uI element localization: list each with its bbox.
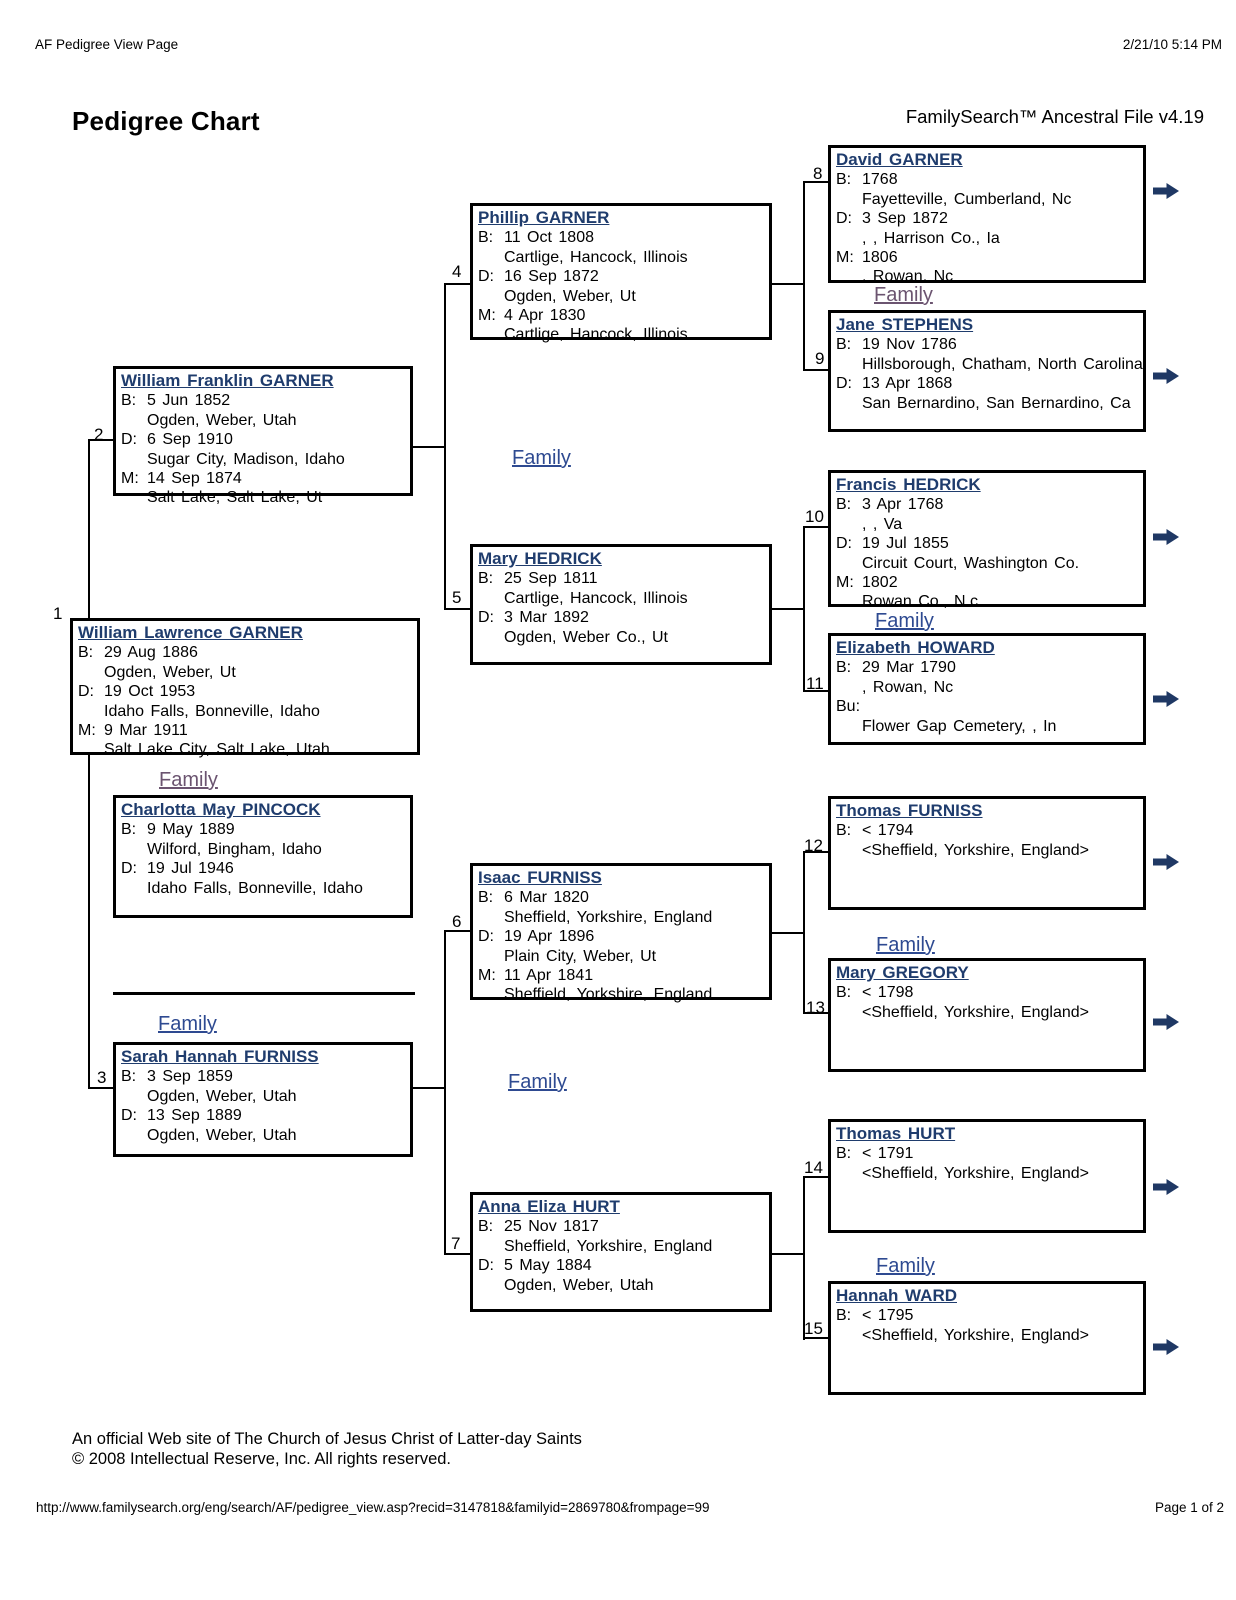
person-detail-line: D: 5 May 1884 xyxy=(478,1257,592,1275)
person-detail-line: M: 11 Apr 1841 xyxy=(478,967,594,985)
detail-label: D: xyxy=(478,928,494,946)
connector-line xyxy=(444,283,472,285)
person-detail-line: D: 19 Jul 1855 xyxy=(836,535,949,553)
site-notice xyxy=(72,1430,582,1469)
person-detail-line: D: 6 Sep 1910 xyxy=(121,431,233,449)
person-name-link-p7[interactable]: Anna Eliza HURT xyxy=(478,1197,620,1216)
person-detail-line: San Bernardino, San Bernardino, Ca xyxy=(862,394,1131,412)
person-box-7 xyxy=(470,1192,772,1312)
print-footer-url: http://www.familysearch.org/eng/search/AF/pedigree_view.asp?recid=3147818&familyid=2869780&frompage=99 xyxy=(36,1500,710,1515)
person-box-13 xyxy=(828,958,1146,1072)
person-detail-line: <Sheffield, Yorkshire, England> xyxy=(862,1326,1089,1344)
person-detail-line: Cartlige, Hancock, Illinois xyxy=(504,326,688,344)
detail-label: D: xyxy=(836,535,852,553)
person-box-9 xyxy=(828,310,1146,432)
person-number-4: 4 xyxy=(452,262,462,281)
person-detail-line: <Sheffield, Yorkshire, England> xyxy=(862,1164,1089,1182)
detail-label: B: xyxy=(121,392,137,410)
detail-label: D: xyxy=(478,1257,494,1275)
person-detail-line: Flower Gap Cemetery, , In xyxy=(862,717,1057,735)
person-name-link-p2[interactable]: William Franklin GARNER xyxy=(121,371,334,390)
detail-label: B: xyxy=(836,171,852,189)
person-detail-line: Cartlige, Hancock, Illinois xyxy=(504,589,688,607)
detail-label: M: xyxy=(478,307,496,325)
person-detail-line: , , Va xyxy=(862,515,903,533)
person-detail-line: B: < 1798 xyxy=(836,984,914,1002)
person-detail-line: M: 9 Mar 1911 xyxy=(78,722,188,740)
person-number-2: 2 xyxy=(94,425,104,444)
person-box-11 xyxy=(828,633,1146,745)
person-detail-line: Idaho Falls, Bonneville, Idaho xyxy=(147,879,363,897)
person-detail-line: D: 13 Sep 1889 xyxy=(121,1107,242,1125)
person-box-12 xyxy=(828,796,1146,910)
detail-label: M: xyxy=(121,470,139,488)
detail-label: B: xyxy=(836,496,852,514)
person-number-11: 11 xyxy=(806,674,824,693)
product-name: FamilySearch™ Ancestral File v4.19 xyxy=(905,106,1204,127)
person-detail-line: D: 13 Apr 1868 xyxy=(836,375,953,393)
family-link-3[interactable]: Family xyxy=(158,1013,217,1035)
person-detail-line: B: 1768 xyxy=(836,171,898,189)
extend-pedigree-arrow-icon[interactable] xyxy=(1153,690,1180,708)
extend-pedigree-arrow-icon[interactable] xyxy=(1153,1338,1180,1356)
person-detail-line: Sheffield, Yorkshire, England xyxy=(504,908,713,926)
person-detail-line: M: 1802 xyxy=(836,574,898,592)
person-number-1: 1 xyxy=(53,604,63,623)
print-header-datetime: 2/21/10 5:14 PM xyxy=(1122,37,1222,52)
person-detail-line: Ogden, Weber Co., Ut xyxy=(504,628,668,646)
detail-label: D: xyxy=(121,1107,137,1125)
person-detail-line: D: 16 Sep 1872 xyxy=(478,268,599,286)
person-name-link-p5[interactable]: Mary HEDRICK xyxy=(478,549,602,568)
person-box-1 xyxy=(70,618,420,759)
person-box-5 xyxy=(470,544,772,665)
person-number-8: 8 xyxy=(813,164,823,183)
person-detail-line: Hillsborough, Chatham, North Carolina xyxy=(862,355,1143,373)
connector-line xyxy=(772,283,805,285)
person-name-link-p11[interactable]: Elizabeth HOWARD xyxy=(836,638,995,657)
person-detail-line: Ogden, Weber, Ut xyxy=(504,287,636,305)
person-detail-line: Sugar City, Madison, Idaho xyxy=(147,450,345,468)
person-box-8 xyxy=(828,145,1146,286)
person-detail-line: Ogden, Weber, Utah xyxy=(147,411,297,429)
person-detail-line: <Sheffield, Yorkshire, England> xyxy=(862,841,1089,859)
connector-line xyxy=(772,608,805,610)
person-detail-line: Circuit Court, Washington Co. xyxy=(862,554,1080,572)
page-title: Pedigree Chart xyxy=(72,106,260,136)
detail-label: B: xyxy=(836,822,852,840)
person-number-13: 13 xyxy=(806,998,825,1017)
person-detail-line: , , Harrison Co., Ia xyxy=(862,229,1000,247)
person-number-6: 6 xyxy=(452,912,462,931)
detail-label: B: xyxy=(478,1218,494,1236)
person-detail-line: Salt Lake City, Salt Lake, Utah xyxy=(104,741,330,759)
detail-label: B: xyxy=(836,1145,852,1163)
person-box-4 xyxy=(470,203,772,344)
family-link-10-11[interactable]: Family xyxy=(875,610,934,632)
person-name-link-p13[interactable]: Mary GREGORY xyxy=(836,963,969,982)
detail-label: B: xyxy=(478,889,494,907)
connector-line xyxy=(772,1253,805,1255)
detail-label: B: xyxy=(836,1307,852,1325)
connector-line xyxy=(444,608,472,610)
person-name-link-p1[interactable]: William Lawrence GARNER xyxy=(78,623,303,642)
person-detail-line: Ogden, Weber, Ut xyxy=(104,663,236,681)
detail-label: Bu: xyxy=(836,698,861,716)
connector-line xyxy=(88,753,90,1089)
site-notice-line1: An official Web site of The Church of Jesus Christ of Latter-day Saints xyxy=(72,1430,582,1448)
person-detail-line: Ogden, Weber, Utah xyxy=(504,1276,654,1294)
person-detail-line: , Rowan, Nc xyxy=(862,678,954,696)
print-header-title: AF Pedigree View Page xyxy=(35,37,179,52)
person-detail-line: D: 19 Jul 1946 xyxy=(121,860,234,878)
detail-label: D: xyxy=(78,683,94,701)
person-detail-line: M: 4 Apr 1830 xyxy=(478,307,586,325)
connector-line xyxy=(413,446,446,448)
person-detail-line: B: 29 Mar 1790 xyxy=(836,659,956,677)
detail-label: D: xyxy=(478,268,494,286)
person-number-3: 3 xyxy=(97,1068,107,1087)
person-detail-line: Ogden, Weber, Utah xyxy=(147,1126,297,1144)
person-name-link-p10[interactable]: Francis HEDRICK xyxy=(836,475,981,494)
family-link-12-13[interactable]: Family xyxy=(876,934,935,956)
detail-label: D: xyxy=(121,431,137,449)
detail-label: D: xyxy=(836,210,852,228)
family-link-1-spouse[interactable]: Family xyxy=(159,769,218,791)
person-detail-line: B: 3 Apr 1768 xyxy=(836,496,944,514)
extend-pedigree-arrow-icon[interactable] xyxy=(1153,853,1180,871)
person-number-12: 12 xyxy=(804,836,823,855)
family-link-4-5[interactable]: Family xyxy=(512,447,571,469)
detail-label: D: xyxy=(836,375,852,393)
family-link-6-7[interactable]: Family xyxy=(508,1071,567,1093)
person-detail-line xyxy=(836,697,1139,716)
person-box-3 xyxy=(113,1042,413,1157)
person-detail-line: M: 14 Sep 1874 xyxy=(121,470,242,488)
person-number-10: 10 xyxy=(805,507,824,526)
person-number-9: 9 xyxy=(815,349,825,368)
extend-pedigree-arrow-icon[interactable] xyxy=(1153,367,1180,385)
cell-divider-line xyxy=(113,992,415,995)
person-detail-line: Rowan Co., N.c. xyxy=(862,593,983,611)
detail-label: D: xyxy=(121,860,137,878)
person-detail-line: D: 3 Mar 1892 xyxy=(478,609,589,627)
person-detail-line: , Rowan, Nc xyxy=(862,268,954,286)
person-detail-line: B: < 1791 xyxy=(836,1145,914,1163)
person-detail-line: B: 25 Nov 1817 xyxy=(478,1218,599,1236)
person-name-link-p4[interactable]: Phillip GARNER xyxy=(478,208,610,227)
detail-label: B: xyxy=(478,229,494,247)
person-detail-line: Idaho Falls, Bonneville, Idaho xyxy=(104,702,320,720)
detail-label: M: xyxy=(478,967,496,985)
person-detail-line: <Sheffield, Yorkshire, England> xyxy=(862,1003,1089,1021)
person-detail-line: B: 5 Jun 1852 xyxy=(121,392,231,410)
site-notice-line2: © 2008 Intellectual Reserve, Inc. All rights reserved. xyxy=(72,1449,452,1468)
detail-label: B: xyxy=(121,821,137,839)
person-detail-line: Salt Lake, Salt Lake, Ut xyxy=(147,489,323,507)
detail-label: B: xyxy=(836,984,852,1002)
person-detail-line: D: 19 Oct 1953 xyxy=(78,683,196,701)
person-number-14: 14 xyxy=(804,1158,823,1177)
detail-label: B: xyxy=(836,659,852,677)
person-box-15 xyxy=(828,1281,1146,1395)
person-detail-line: D: 3 Sep 1872 xyxy=(836,210,948,228)
detail-label: B: xyxy=(478,570,494,588)
person-number-5: 5 xyxy=(452,588,462,607)
person-number-15: 15 xyxy=(804,1319,823,1338)
person-detail-line: Sheffield, Yorkshire, England xyxy=(504,986,713,1004)
person-name-link-p12[interactable]: Thomas FURNISS xyxy=(836,801,983,820)
detail-label: B: xyxy=(78,644,94,662)
family-link-14-15[interactable]: Family xyxy=(876,1255,935,1277)
person-box-2 xyxy=(113,366,413,507)
connector-line xyxy=(444,930,446,1255)
family-link-8-9[interactable]: Family xyxy=(874,284,933,306)
person-detail-line: B: < 1795 xyxy=(836,1307,914,1325)
person-detail-line: B: 9 May 1889 xyxy=(121,821,235,839)
person-detail-line: B: 29 Aug 1886 xyxy=(78,644,198,662)
person-box-10 xyxy=(828,470,1146,611)
person-box-6 xyxy=(470,863,772,1004)
detail-label: D: xyxy=(478,609,494,627)
person-detail-line: B: 11 Oct 1808 xyxy=(478,229,594,247)
person-name-link-p8[interactable]: David GARNER xyxy=(836,150,963,169)
connector-line xyxy=(803,1176,805,1340)
person-name-link-p6[interactable]: Isaac FURNISS xyxy=(478,868,602,887)
extend-pedigree-arrow-icon[interactable] xyxy=(1153,1013,1180,1031)
connector-line xyxy=(413,1087,446,1089)
person-detail-line: B: 3 Sep 1859 xyxy=(121,1068,233,1086)
person-detail-line: B: < 1794 xyxy=(836,822,914,840)
person-name-link-p9[interactable]: Jane STEPHENS xyxy=(836,315,974,334)
person-detail-line: Wilford, Bingham, Idaho xyxy=(147,840,322,858)
detail-label: M: xyxy=(78,722,96,740)
connector-line xyxy=(803,181,805,371)
person-name-link-p14[interactable]: Thomas HURT xyxy=(836,1124,956,1143)
person-box-14 xyxy=(828,1119,1146,1233)
person-detail-line: Sheffield, Yorkshire, England xyxy=(504,1237,713,1255)
person-detail-line: M: 1806 xyxy=(836,249,898,267)
person-detail-line: B: 19 Nov 1786 xyxy=(836,336,957,354)
person-name-link-spouse[interactable]: Charlotta May PINCOCK xyxy=(121,800,321,819)
extend-pedigree-arrow-icon[interactable] xyxy=(1153,1178,1180,1196)
person-number-7: 7 xyxy=(451,1234,461,1253)
person-detail-line: D: 19 Apr 1896 xyxy=(478,928,595,946)
connector-line xyxy=(772,932,805,934)
print-footer-page-number: Page 1 of 2 xyxy=(1154,1500,1224,1515)
person-name-link-p15[interactable]: Hannah WARD xyxy=(836,1286,957,1305)
person-detail-line: Cartlige, Hancock, Illinois xyxy=(504,248,688,266)
connector-line xyxy=(444,283,446,610)
person-name-link-p3[interactable]: Sarah Hannah FURNISS xyxy=(121,1047,319,1066)
detail-label: M: xyxy=(836,574,854,592)
person-detail-line: B: 25 Sep 1811 xyxy=(478,570,598,588)
person-detail-line: Plain City, Weber, Ut xyxy=(504,947,657,965)
person-detail-line: B: 6 Mar 1820 xyxy=(478,889,589,907)
person-detail-line: Ogden, Weber, Utah xyxy=(147,1087,297,1105)
detail-label: B: xyxy=(121,1068,137,1086)
connector-line xyxy=(88,439,90,618)
extend-pedigree-arrow-icon[interactable] xyxy=(1153,528,1180,546)
detail-label: B: xyxy=(836,336,852,354)
extend-pedigree-arrow-icon[interactable] xyxy=(1153,182,1180,200)
detail-label: M: xyxy=(836,249,854,267)
person-box-spouse xyxy=(113,795,413,918)
person-detail-line: Fayetteville, Cumberland, Nc xyxy=(862,190,1072,208)
connector-line xyxy=(803,369,830,371)
